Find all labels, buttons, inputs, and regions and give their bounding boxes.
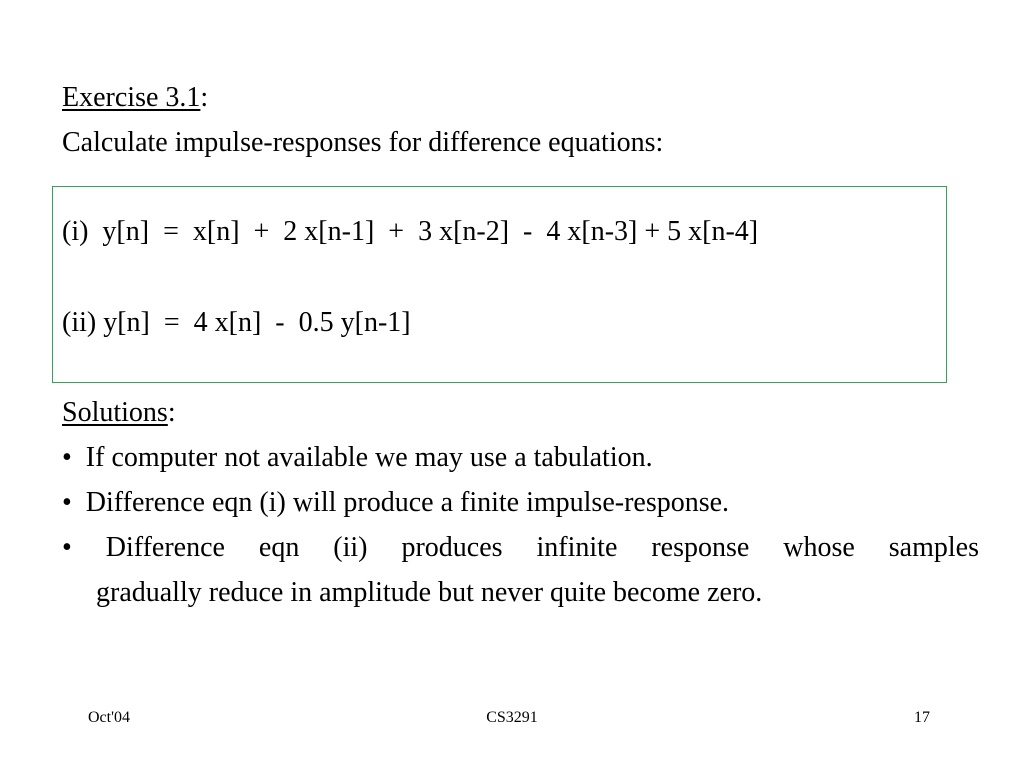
footer-course: CS3291 <box>486 709 538 726</box>
exercise-title: Exercise 3.1 <box>62 82 201 113</box>
equation-2: (ii) y[n] = 4 x[n] - 0.5 y[n-1] <box>62 307 411 338</box>
solutions-heading <box>62 397 176 429</box>
bullet-item-continuation: gradually reduce in amplitude but never quite become zero. <box>96 577 763 608</box>
bullet-item: • Difference eqn (ii) produces infinite response whose samples <box>62 532 979 563</box>
footer-date: Oct'04 <box>88 709 130 726</box>
solutions-colon: : <box>167 397 176 428</box>
exercise-colon: : <box>200 82 209 113</box>
exercise-heading <box>62 82 208 114</box>
exercise-intro: Calculate impulse-responses for difference equations: <box>62 127 664 158</box>
footer-page-number: 17 <box>914 709 930 726</box>
equation-1: (i) y[n] = x[n] + 2 x[n-1] + 3 x[n-2] - 4 x[n-3] + 5 x[n-4] <box>62 216 759 247</box>
bullet-item: • If computer not available we may use a tabulation. <box>62 442 653 473</box>
solutions-title: Solutions <box>62 397 168 428</box>
bullet-item: • Difference eqn (i) will produce a finite impulse-response. <box>62 487 730 518</box>
